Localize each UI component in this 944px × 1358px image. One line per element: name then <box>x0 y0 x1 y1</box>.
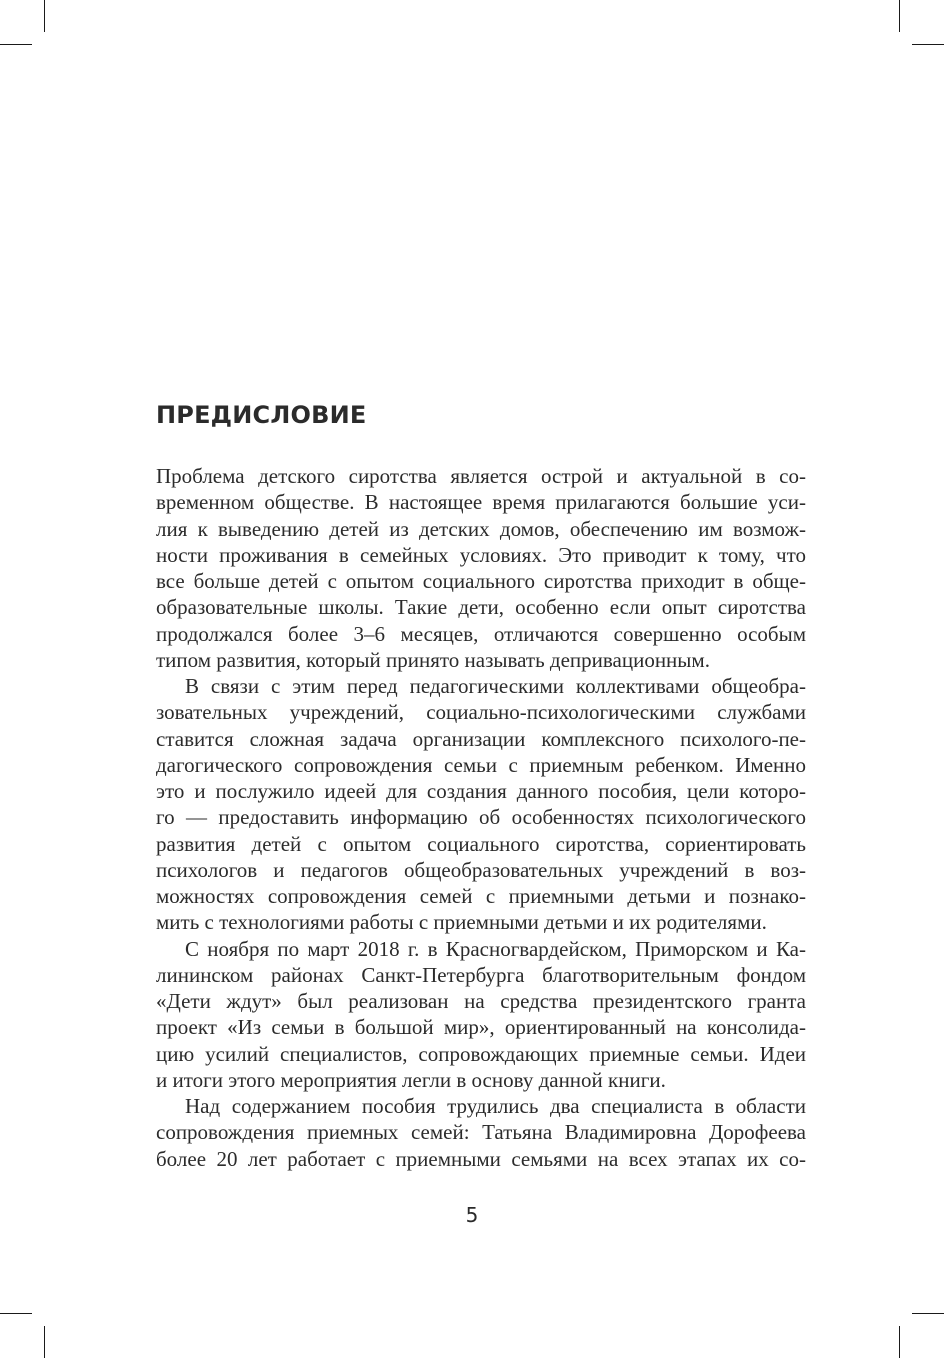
paragraph-4 <box>156 1093 806 1172</box>
text-line: зовательных учреждений, социально-психологическими службами <box>156 700 806 725</box>
text-line: сопровождения приемных семей: Татьяна Владимировна Дорофеева <box>156 1120 806 1145</box>
body-text <box>156 463 806 1172</box>
text-line: это и послужило идеей для создания данного пособия, цели которо- <box>156 779 806 803</box>
text-line: Проблема детского сиротства является острой и актуальной в со- <box>156 464 806 488</box>
text-line: развития детей с опытом социального сиротства, сориентировать <box>156 831 806 856</box>
text-line: «Дети ждут» был реализован на средства президентского гранта <box>156 989 806 1013</box>
crop-mark-top-left-horizontal <box>0 44 32 45</box>
text-line: ставится сложная задача организации комплексного психолого-пе- <box>156 726 806 751</box>
crop-mark-top-right-horizontal <box>912 44 944 45</box>
crop-mark-bottom-right-vertical <box>899 1326 900 1358</box>
paragraph-2 <box>156 673 806 936</box>
text-line: С ноября по март 2018 г. в Красногвардейском, Приморском и Ка- <box>185 936 806 961</box>
text-line: го — предоставить информацию об особенностях психологического <box>156 805 806 830</box>
crop-mark-top-right-vertical <box>899 0 900 32</box>
page-title: ПРЕДИСЛОВИЕ <box>156 401 367 429</box>
text-line: типом развития, который принято называть депривационным. <box>156 647 710 672</box>
text-line: проект «Из семьи в большой мир», ориентированный на консолида- <box>156 1015 806 1040</box>
text-line: лия к выведению детей из детских домов, обеспечению им возмож- <box>156 516 806 541</box>
page-number: 5 <box>465 1203 479 1227</box>
text-line: и итоги этого мероприятия легли в основу данной книги. <box>156 1067 666 1092</box>
crop-mark-bottom-left-horizontal <box>0 1313 32 1314</box>
text-line: лининском районах Санкт-Петербурга благотворительным фондом <box>156 962 806 987</box>
crop-mark-top-left-vertical <box>44 0 45 32</box>
paragraph-3 <box>156 936 806 1094</box>
text-line: все больше детей с опытом социального сиротства приходит в обще- <box>156 569 806 593</box>
text-line: мить с технологиями работы с приемными детьми и их родителями. <box>156 910 767 935</box>
text-line: более 20 лет работает с приемными семьями на всех этапах их со- <box>156 1146 806 1171</box>
text-line: дагогического сопровождения семьи с приемным ребенком. Именно <box>156 752 806 777</box>
text-line: можностях сопровождения семей с приемными детьми и познако- <box>156 884 806 908</box>
text-line: В связи с этим перед педагогическими коллективами общеобра- <box>185 674 806 698</box>
text-line: ности проживания в семейных условиях. Это приводит к тому, что <box>156 542 806 567</box>
text-line: Над содержанием пособия трудились два специалиста в области <box>185 1094 806 1118</box>
crop-mark-bottom-left-vertical <box>44 1326 45 1358</box>
crop-mark-bottom-right-horizontal <box>912 1313 944 1314</box>
paragraph-1 <box>156 463 806 673</box>
text-line: образовательные школы. Такие дети, особенно если опыт сиротства <box>156 595 806 620</box>
text-line: временном обществе. В настоящее время прилагаются большие уси- <box>156 490 806 515</box>
text-line: продолжался более 3–6 месяцев, отличаются совершенно особым <box>156 621 806 646</box>
text-line: цию усилий специалистов, сопровождающих приемные семьи. Идеи <box>156 1041 806 1066</box>
text-line: психологов и педагогов общеобразовательных учреждений в воз- <box>156 857 806 882</box>
